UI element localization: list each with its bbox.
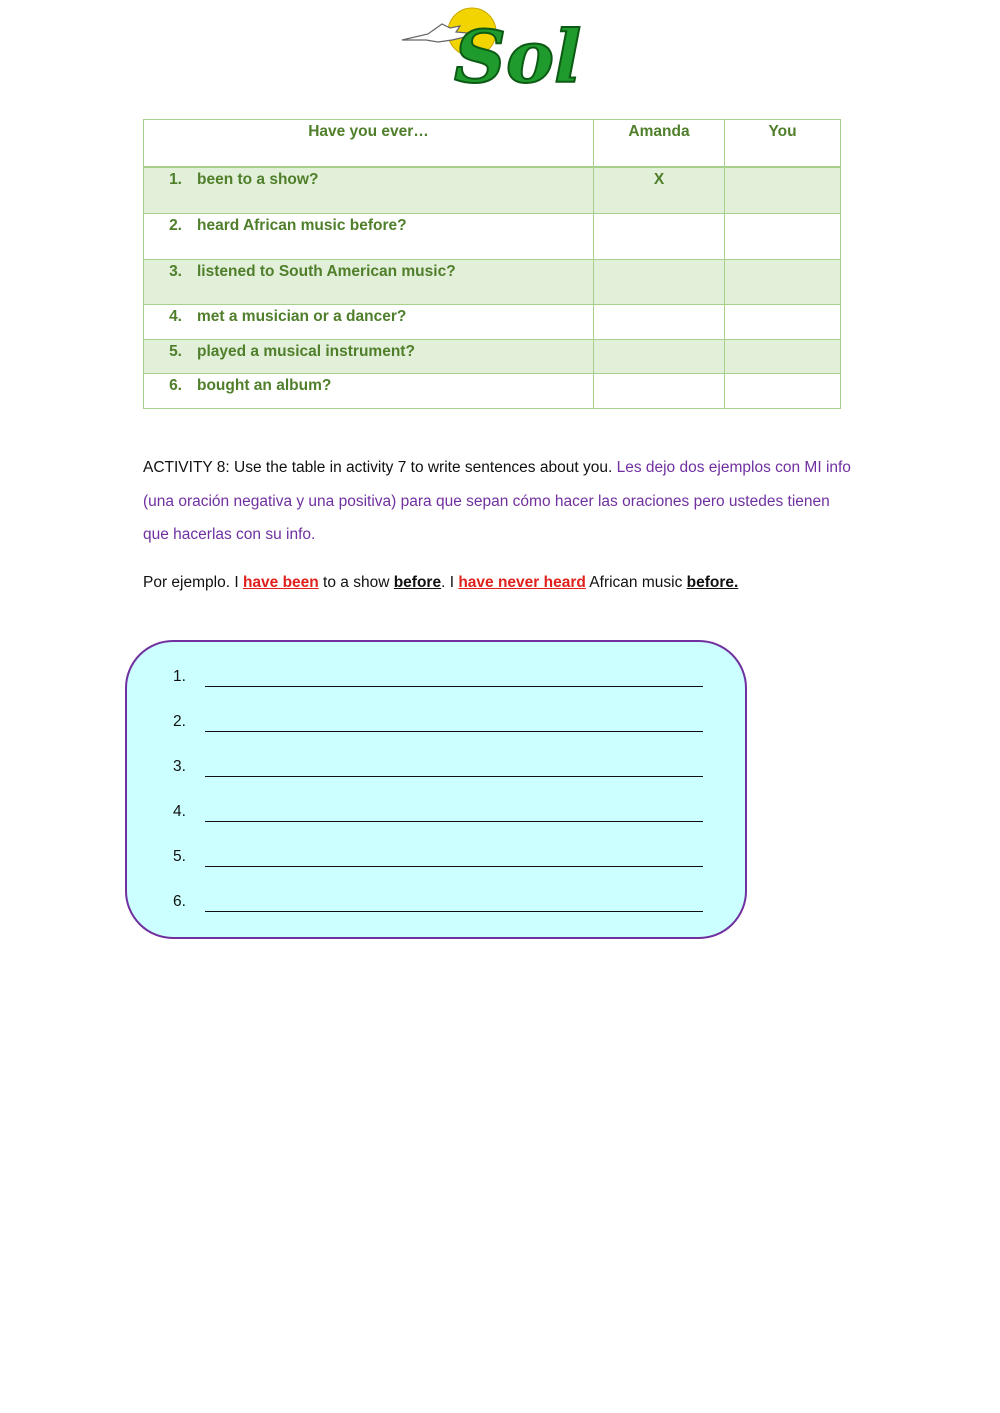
you-cell[interactable] xyxy=(725,214,841,260)
row-number: 2. xyxy=(169,217,182,234)
amanda-cell xyxy=(594,340,725,374)
example-text: to a show xyxy=(318,574,394,591)
answer-number: 3. xyxy=(173,758,186,775)
answer-blank[interactable] xyxy=(205,731,703,732)
amanda-cell: X xyxy=(594,167,725,214)
answer-blank[interactable] xyxy=(205,686,703,687)
you-cell[interactable] xyxy=(725,340,841,374)
row-number: 3. xyxy=(169,263,182,280)
activity-instructions xyxy=(143,451,858,552)
table-header-row xyxy=(144,120,841,167)
activity-title: ACTIVITY 8: Use the table in activity 7 to write sentences about you. xyxy=(143,459,613,476)
answer-blank[interactable] xyxy=(205,821,703,822)
header-you: You xyxy=(725,120,841,167)
logo-text: Sol xyxy=(454,14,582,94)
example-before-1: before xyxy=(393,574,442,591)
row-number: 6. xyxy=(169,377,182,394)
survey-table xyxy=(143,119,841,409)
you-cell[interactable] xyxy=(725,374,841,409)
row-question: been to a show? xyxy=(197,170,319,188)
sol-logo xyxy=(398,4,592,94)
table-row xyxy=(144,260,841,305)
answer-line-6[interactable] xyxy=(173,893,703,915)
table-row xyxy=(144,167,841,214)
example-before-2: before. xyxy=(686,574,739,591)
table-row xyxy=(144,214,841,260)
answer-blank[interactable] xyxy=(205,866,703,867)
row-number: 1. xyxy=(169,170,182,188)
example-text: . I xyxy=(441,574,459,591)
answer-number: 2. xyxy=(173,713,186,730)
answer-blank[interactable] xyxy=(205,911,703,912)
row-question: heard African music before? xyxy=(197,217,407,234)
you-cell[interactable] xyxy=(725,260,841,305)
answer-box xyxy=(125,640,747,939)
table-row xyxy=(144,305,841,340)
answer-line-2[interactable] xyxy=(173,713,703,735)
row-question: listened to South American music? xyxy=(197,263,456,280)
row-question: met a musician or a dancer? xyxy=(197,308,407,325)
answer-blank[interactable] xyxy=(205,776,703,777)
row-number: 5. xyxy=(169,343,182,360)
answer-number: 1. xyxy=(173,668,186,685)
header-amanda: Amanda xyxy=(594,120,725,167)
example-verb-positive: have been xyxy=(242,574,319,591)
header-question: Have you ever… xyxy=(144,120,594,167)
example-intro: Por ejemplo. I xyxy=(143,574,243,591)
answer-line-3[interactable] xyxy=(173,758,703,780)
row-number: 4. xyxy=(169,308,182,325)
table-row xyxy=(144,340,841,374)
example-verb-negative: have never heard xyxy=(458,574,586,591)
table-row xyxy=(144,374,841,409)
row-question: played a musical instrument? xyxy=(197,343,415,360)
answer-line-1[interactable] xyxy=(173,668,703,690)
example-sentence xyxy=(143,566,858,600)
answer-line-5[interactable] xyxy=(173,848,703,870)
amanda-cell xyxy=(594,374,725,409)
amanda-cell xyxy=(594,214,725,260)
you-cell[interactable] xyxy=(725,305,841,340)
answer-number: 6. xyxy=(173,893,186,910)
amanda-cell xyxy=(594,305,725,340)
answer-number: 5. xyxy=(173,848,186,865)
activity-note: Les dejo dos ejemplos con MI info (una oración negativa y una positiva) para que sepan cómo hacer las oraciones pero ustedes tienen que hacerlas con su info. xyxy=(143,459,851,543)
row-question: bought an album? xyxy=(197,377,332,394)
amanda-cell xyxy=(594,260,725,305)
you-cell[interactable] xyxy=(725,167,841,214)
example-text: African music xyxy=(585,574,687,591)
answer-number: 4. xyxy=(173,803,186,820)
answer-line-4[interactable] xyxy=(173,803,703,825)
